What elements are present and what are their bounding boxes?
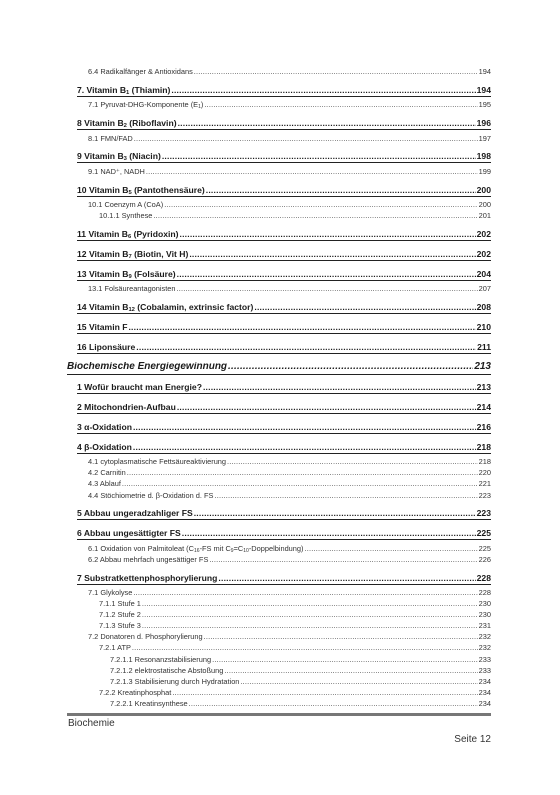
- toc-entry-title: 4.4 Stöchiometrie d. β-Oxidation d. FS: [88, 490, 214, 500]
- toc-dot-leader: [304, 543, 477, 554]
- toc-entry-title: 10.1.1 Synthese: [99, 211, 153, 221]
- toc-page-number: 228: [478, 587, 491, 597]
- toc-section-entry[interactable]: [77, 598, 491, 609]
- toc-chapter-entry[interactable]: [77, 383, 491, 394]
- toc-section-entry[interactable]: [77, 665, 491, 676]
- toc-section-entry[interactable]: [77, 687, 491, 698]
- toc-entry-title: 13 Vitamin $B_9$ (Folsäure): [77, 269, 176, 280]
- toc-dot-leader: [182, 529, 476, 539]
- toc-dot-leader: [228, 362, 473, 374]
- toc-dot-leader: [212, 654, 478, 665]
- toc-dot-leader: [194, 509, 476, 519]
- toc-page-number: 218: [476, 442, 491, 452]
- toc-page-number: 231: [478, 621, 491, 631]
- toc-entry-title: 6.1 Oxidation von Palmitoleat ($C_{16}-FS$ mit $C_9=C_{10}-Doppelbindung$): [88, 543, 304, 554]
- toc-page-number: 207: [478, 284, 491, 294]
- toc-chapter-entry[interactable]: [77, 443, 491, 454]
- toc-section-entry[interactable]: [77, 478, 491, 489]
- toc-entry-title: 6.2 Abbau mehrfach ungesättiger FS: [88, 554, 209, 564]
- toc-section-entry[interactable]: [77, 210, 491, 221]
- toc-page-number: 225: [478, 543, 491, 553]
- toc-entry-title: 7.2.2.1 Kreatinsynthese: [110, 698, 188, 708]
- toc-dot-leader: [194, 66, 478, 77]
- toc-section-entry[interactable]: [77, 489, 491, 500]
- toc-entry-title: 15 Vitamin F: [77, 322, 128, 332]
- toc-chapter-entry[interactable]: [77, 403, 491, 414]
- toc-page-number: 230: [478, 610, 491, 620]
- toc-entry-title: 4.2 Carnitin: [88, 468, 126, 478]
- toc-entry-title: 3 α-Oxidation: [77, 422, 132, 432]
- toc-page-number: 198: [476, 152, 491, 162]
- toc-page-number: 201: [478, 211, 491, 221]
- toc-page-number: 213: [476, 383, 491, 393]
- toc-section-entry[interactable]: [77, 543, 491, 554]
- toc-entry-title: 8.1 FMN/FAD: [88, 133, 133, 143]
- toc-entry-title: 7.2.1 ATP: [99, 643, 131, 653]
- toc-section-entry[interactable]: [77, 66, 491, 77]
- toc-page-number: 195: [478, 100, 491, 110]
- toc-section-entry[interactable]: [77, 554, 491, 565]
- toc-entry-title: 7. Vitamin $B_1$ (Thiamin): [77, 85, 171, 96]
- toc-dot-leader: [204, 99, 477, 110]
- toc-page-number: 211: [477, 342, 491, 352]
- toc-chapter-entry[interactable]: [77, 303, 491, 314]
- toc-entry-title: 9.1 NAD⁺, NADH: [88, 166, 145, 176]
- toc-page-number: 194: [478, 67, 491, 77]
- toc-entry-title: 12 Vitamin $B_7$ (Biotin, Vit H): [77, 249, 189, 260]
- toc-dot-leader: [164, 199, 477, 210]
- toc-entry-title: 7.1.1 Stufe 1: [99, 599, 141, 609]
- toc-page-number: 202: [476, 249, 491, 259]
- toc-page-number: 228: [476, 573, 491, 583]
- toc-dot-leader: [172, 687, 477, 698]
- toc-entry-title: 4.1 cytoplasmatische Fettsäureaktivierung: [88, 457, 227, 467]
- toc-dot-leader: [132, 642, 478, 653]
- toc-section-entry[interactable]: [77, 99, 491, 110]
- toc-page-number: 234: [478, 698, 491, 708]
- toc-page-number: 220: [478, 468, 491, 478]
- toc-page-number: 221: [478, 479, 491, 489]
- toc-entry-title: 7.2.1.1 Resonanzstabilisierung: [110, 654, 212, 664]
- footer-title: Biochemie: [68, 718, 115, 729]
- toc-chapter-entry[interactable]: [77, 529, 491, 540]
- toc-section-entry[interactable]: [77, 642, 491, 653]
- toc-dot-leader: [209, 554, 477, 565]
- toc-chapter-entry[interactable]: [77, 574, 491, 585]
- toc-chapter-entry[interactable]: [77, 323, 491, 334]
- toc-entry-title: 7.2.1.3 Stabilisierung durch Hydratation: [110, 676, 240, 686]
- toc-page-number: 200: [478, 200, 491, 210]
- toc-entry-title: 7.1 Pyruvat-DHG-Komponente $(E_1)$: [88, 100, 204, 111]
- footer-divider: [67, 713, 491, 716]
- toc-page-number: 223: [478, 490, 491, 500]
- toc-dot-leader: [142, 620, 478, 631]
- toc-page-number: 214: [476, 403, 491, 413]
- toc-page-number: 234: [478, 687, 491, 697]
- footer-page-number: Seite 12: [454, 734, 491, 745]
- toc-page-number: 202: [476, 230, 491, 240]
- toc-dot-leader: [177, 283, 478, 294]
- toc-chapter-entry[interactable]: [77, 343, 491, 354]
- toc-entry-title: 16 Liponsäure: [77, 342, 136, 352]
- toc-dot-leader: [128, 323, 475, 333]
- toc-dot-leader: [142, 598, 478, 609]
- toc-page-number: 197: [478, 133, 491, 143]
- toc-dot-leader: [142, 609, 478, 620]
- toc-entry-title: 14 Vitamin $B_{12}$ (Cobalamin, extrinsic factor): [77, 302, 254, 313]
- toc-dot-leader: [153, 210, 477, 221]
- toc-entry-title: Biochemische Energiegewinnung: [67, 362, 228, 373]
- toc-section-entry[interactable]: [77, 467, 491, 478]
- toc-dot-leader: [206, 186, 476, 196]
- toc-entry-title: 7.2.1.2 elektrostatische Abstoßung: [110, 665, 224, 675]
- toc-entry-title: 4 β-Oxidation: [77, 442, 132, 452]
- toc-page-number: 208: [476, 302, 491, 312]
- toc-dot-leader: [177, 403, 476, 413]
- toc-entry-title: 11 Vitamin $B_6$ (Pyridoxin): [77, 230, 179, 241]
- toc-entry-title: 7 Substratkettenphosphorylierung: [77, 573, 218, 583]
- toc-dot-leader: [203, 383, 476, 393]
- toc-page-number: 223: [476, 509, 491, 519]
- toc-entry-title: 10 Vitamin $B_5$ (Pantothensäure): [77, 185, 205, 196]
- toc-entry-title: 7.1.3 Stufe 3: [99, 621, 141, 631]
- toc-dot-leader: [254, 303, 475, 313]
- toc-dot-leader: [204, 631, 478, 642]
- toc-chapter-entry[interactable]: [77, 186, 491, 197]
- toc-page-number: 226: [478, 554, 491, 564]
- toc-entry-title: 7.2 Donatoren d. Phosphorylierung: [88, 632, 203, 642]
- toc-page-number: 232: [478, 632, 491, 642]
- toc-chapter-entry[interactable]: [77, 86, 491, 97]
- toc-page-number: 233: [478, 665, 491, 675]
- toc-chapter-entry[interactable]: [77, 230, 491, 241]
- toc-page-number: 210: [476, 322, 491, 332]
- toc-section-entry[interactable]: [77, 166, 491, 177]
- toc-entry-title: 7.1.2 Stufe 2: [99, 610, 141, 620]
- toc-dot-leader: [162, 152, 476, 162]
- toc-entry-title: 5 Abbau ungeradzahliger FS: [77, 509, 193, 519]
- table-of-contents: [67, 66, 491, 709]
- toc-page-number: 225: [476, 529, 491, 539]
- toc-dot-leader: [146, 166, 478, 177]
- toc-section-entry[interactable]: [77, 199, 491, 210]
- toc-entry-title: 4.3 Ablauf: [88, 479, 121, 489]
- toc-part-heading[interactable]: [67, 362, 491, 375]
- toc-page-number: 194: [476, 85, 491, 95]
- toc-dot-leader: [133, 443, 476, 453]
- toc-dot-leader: [134, 133, 478, 144]
- toc-page-number: 196: [476, 119, 491, 129]
- toc-page-number: 213: [474, 362, 491, 373]
- toc-page-number: 234: [478, 676, 491, 686]
- toc-chapter-entry[interactable]: [77, 152, 491, 163]
- toc-dot-leader: [189, 698, 478, 709]
- toc-entry-title: 7.1 Glykolyse: [88, 587, 133, 597]
- toc-dot-leader: [127, 467, 478, 478]
- toc-page-number: 216: [476, 422, 491, 432]
- toc-entry-title: 6 Abbau ungesättigter FS: [77, 529, 181, 539]
- toc-chapter-entry[interactable]: [77, 509, 491, 520]
- toc-page-number: 218: [478, 457, 491, 467]
- toc-dot-leader: [227, 456, 478, 467]
- toc-entry-title: 13.1 Folsäureantagonisten: [88, 284, 176, 294]
- toc-section-entry[interactable]: [77, 631, 491, 642]
- toc-page-number: 204: [476, 269, 491, 279]
- toc-dot-leader: [136, 343, 476, 353]
- toc-entry-title: 6.4 Radikalfänger & Antioxidans: [88, 67, 193, 77]
- toc-page-number: 200: [476, 185, 491, 195]
- toc-dot-leader: [179, 230, 475, 240]
- toc-page-number: 232: [478, 643, 491, 653]
- toc-dot-leader: [218, 574, 475, 584]
- toc-section-entry[interactable]: [77, 620, 491, 631]
- toc-page-number: 233: [478, 654, 491, 664]
- toc-entry-title: 10.1 Coenzym A (CoA): [88, 200, 164, 210]
- toc-section-entry[interactable]: [77, 676, 491, 687]
- toc-page-number: 199: [478, 166, 491, 176]
- toc-dot-leader: [177, 270, 476, 280]
- toc-dot-leader: [189, 250, 475, 260]
- toc-chapter-entry[interactable]: [77, 119, 491, 130]
- toc-dot-leader: [178, 119, 476, 129]
- toc-section-entry[interactable]: [77, 587, 491, 598]
- toc-section-entry[interactable]: [77, 698, 491, 709]
- toc-dot-leader: [214, 490, 477, 501]
- toc-section-entry[interactable]: [77, 609, 491, 620]
- toc-entry-title: 7.2.2 Kreatinphosphat: [99, 687, 172, 697]
- toc-dot-leader: [133, 587, 477, 598]
- toc-section-entry[interactable]: [77, 133, 491, 144]
- toc-page-number: 230: [478, 599, 491, 609]
- toc-section-entry[interactable]: [77, 653, 491, 664]
- toc-entry-title: 8 Vitamin $B_2$ (Riboflavin): [77, 119, 177, 130]
- toc-section-entry[interactable]: [77, 283, 491, 294]
- toc-dot-leader: [122, 478, 478, 489]
- toc-chapter-entry[interactable]: [77, 423, 491, 434]
- toc-dot-leader: [224, 665, 477, 676]
- toc-dot-leader: [133, 423, 476, 433]
- toc-dot-leader: [240, 676, 477, 687]
- toc-dot-leader: [171, 86, 475, 96]
- toc-entry-title: 1 Wofür braucht man Energie?: [77, 383, 202, 393]
- toc-entry-title: 9 Vitamin $B_3$ (Niacin): [77, 152, 161, 163]
- toc-chapter-entry[interactable]: [77, 250, 491, 261]
- toc-entry-title: 2 Mitochondrien-Aufbau: [77, 403, 176, 413]
- toc-section-entry[interactable]: [77, 456, 491, 467]
- toc-chapter-entry[interactable]: [77, 270, 491, 281]
